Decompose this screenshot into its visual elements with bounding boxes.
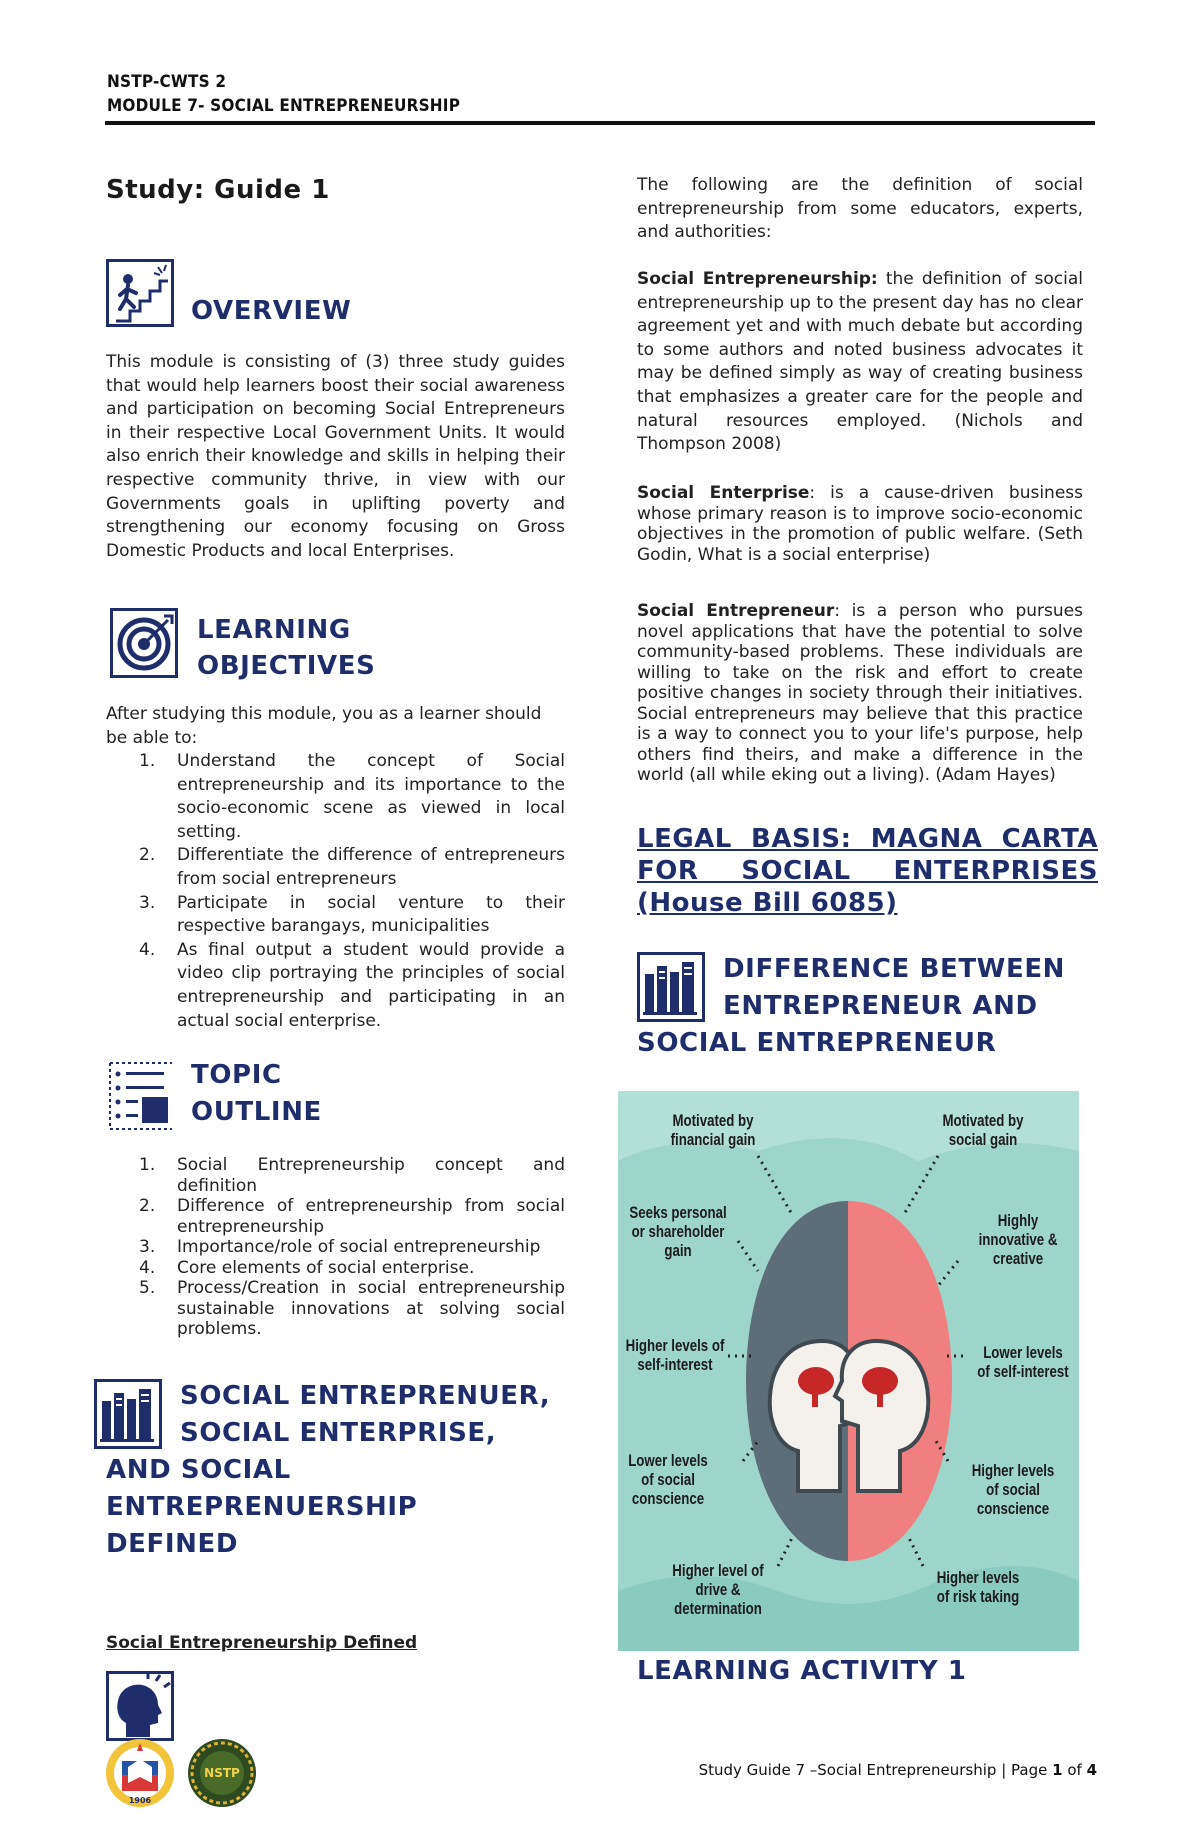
definitions-intro: The following are the definition of social entrepreneurship from some educators, experts, and authorities: [637, 175, 1083, 243]
footer-page-total: 4 [1086, 1761, 1097, 1779]
header-rule [105, 121, 1095, 125]
defined-heading-line4: ENTREPRENUERSHIP [106, 1492, 418, 1522]
overview-heading: OVERVIEW [191, 296, 352, 326]
infographic-label-left-1: Motivated by financial gain [670, 1111, 756, 1149]
definition-term: Social Entrepreneurship: [637, 269, 878, 289]
defined-heading-line1: SOCIAL ENTREPRENUER, [180, 1381, 551, 1411]
infographic-label-left-5: Higher level of drive & determination [672, 1561, 764, 1618]
nstp-seal-logo [186, 1737, 258, 1809]
books-icon [637, 952, 705, 1022]
outline-list-icon [106, 1061, 174, 1131]
stairs-climb-icon [106, 259, 174, 327]
course-code: NSTP-CWTS 2 [107, 72, 227, 92]
page-footer [672, 1761, 1097, 1779]
definition-text: : is a cause-driven business whose primary reason is to improve socio-economic objectives in the promotion of public welfare. (Seth Godin, What is a social enterprise) [637, 483, 1083, 565]
list-item: 2. Differentiate the difference of entrepreneurs from social entrepreneurs [139, 845, 565, 889]
learning-objectives-heading [197, 612, 375, 684]
module-title: MODULE 7- SOCIAL ENTREPRENEURSHIP [107, 96, 461, 116]
difference-heading-line3: SOCIAL ENTREPRENEUR [637, 1028, 997, 1058]
learning-objectives-heading-line2: OBJECTIVES [197, 651, 376, 681]
definition-term: Social Entrepreneur [637, 601, 835, 621]
list-item: 1. Understand the concept of Social entrepreneurship and its importance to the socio-economic scene as viewed in local setting. [139, 751, 565, 842]
seal-year: 1906 [128, 1796, 152, 1805]
head-idea-icon [106, 1671, 174, 1741]
defined-heading-line2: SOCIAL ENTERPRISE, [180, 1418, 497, 1448]
list-item: 3. Participate in social venture to their respective barangays, municipalities [139, 892, 565, 937]
definition-social-entrepreneur [637, 601, 1083, 786]
legal-basis-link[interactable]: LEGAL BASIS: MAGNA CARTA FOR SOCIAL ENTERPRISES (House Bill 6085) [637, 824, 1098, 918]
deped-seal-logo [104, 1737, 176, 1809]
definition-social-entrepreneurship [637, 268, 1083, 457]
infographic-label-right-4: Higher levels of social conscience [971, 1461, 1055, 1518]
topic-outline-list [106, 1155, 565, 1340]
objectives-intro: After studying this module, you as a learner should be able to: [106, 704, 542, 748]
topic-outline-heading-line2: OUTLINE [191, 1097, 322, 1127]
infographic-label-left-3: Higher levels of self-interest [625, 1336, 725, 1374]
entrepreneur-comparison-infographic [618, 1091, 1079, 1651]
defined-heading-top [180, 1378, 550, 1452]
social-entrepreneurship-defined-subheading: Social Entrepreneurship Defined [106, 1633, 418, 1653]
infographic-label-left-2: Seeks personal or shareholder gain [629, 1203, 727, 1260]
infographic-label-left-4: Lower levels of social conscience [628, 1451, 708, 1508]
footer-of: of [1062, 1761, 1087, 1779]
definition-term: Social Enterprise [637, 483, 810, 503]
list-item: 4. As final output a student would provide a video clip portraying the principles of social entrepreneurship and participating in an actual social enterprise. [139, 939, 565, 1031]
topic-outline-heading [191, 1057, 322, 1131]
study-guide-title: Study: Guide 1 [106, 175, 330, 205]
difference-heading-line2: ENTREPRENEUR AND [723, 991, 1038, 1021]
list-item: 5. Process/Creation in social entrepreneurship sustainable innovations at solving social problems. [139, 1278, 565, 1339]
infographic-label-right-2: Highly innovative & creative [978, 1211, 1058, 1268]
learning-objectives-heading-line1: LEARNING [197, 615, 351, 645]
definition-text: the definition of social entrepreneurship up to the present day has no clear agreement yet and with much debate but according to some authors and noted business advocates it may be defined simply as way of creating business that emphasizes a greater care for the people and natural resources employed. (Nichols and Thompson 2008) [637, 269, 1083, 455]
learning-activity-heading: LEARNING ACTIVITY 1 [637, 1656, 967, 1686]
list-item: 3. Importance/role of social entrepreneurship [139, 1237, 541, 1257]
definition-social-enterprise [637, 483, 1083, 565]
list-item: 4. Core elements of social enterprise. [139, 1257, 475, 1278]
overview-text: This module is consisting of (3) three study guides that would help learners boost their social awareness and participation on becoming Social Entrepreneurs in their respective Local Government Units. It would also enrich their knowledge and skills in helping their respective community thrive, in view with our Governments goals in uplifting poverty and strengthening our economy focusing on Gross Domestic Products and local Enterprises. [106, 352, 565, 561]
seal-text: NSTP [204, 1766, 240, 1780]
defined-heading-bottom [106, 1452, 417, 1563]
infographic-label-right-1: Motivated by social gain [942, 1111, 1024, 1149]
books-icon [94, 1379, 162, 1449]
footer-text: Study Guide 7 –Social Entrepreneurship | Page [698, 1761, 1053, 1779]
infographic-label-right-5: Higher levels of risk taking [936, 1568, 1020, 1606]
defined-heading-line5: DEFINED [106, 1529, 239, 1559]
list-item: 2. Difference of entrepreneurship from social entrepreneurship [139, 1196, 565, 1237]
difference-heading-line1: DIFFERENCE BETWEEN [723, 954, 1066, 984]
target-icon [110, 608, 178, 678]
definition-text: : is a person who pursues novel applications that have the potential to solve community-based problems. These individuals are willing to take on the risk and effort to create positive changes in society through their initiatives. Social entrepreneurs may believe that this practice is a way to connect you to your life's purpose, help others find theirs, and make a difference in the world (all while eking out a living). (Adam Hayes) [637, 601, 1083, 785]
difference-heading-top [723, 951, 1065, 1025]
topic-outline-heading-line1: TOPIC [191, 1060, 282, 1090]
list-item: 1. Social Entrepreneurship concept and definition [139, 1155, 565, 1196]
defined-heading-line3: AND SOCIAL [106, 1455, 291, 1485]
infographic-label-right-3: Lower levels of self-interest [977, 1343, 1069, 1381]
footer-page-number: 1 [1052, 1761, 1063, 1779]
objectives-list [106, 750, 565, 1033]
